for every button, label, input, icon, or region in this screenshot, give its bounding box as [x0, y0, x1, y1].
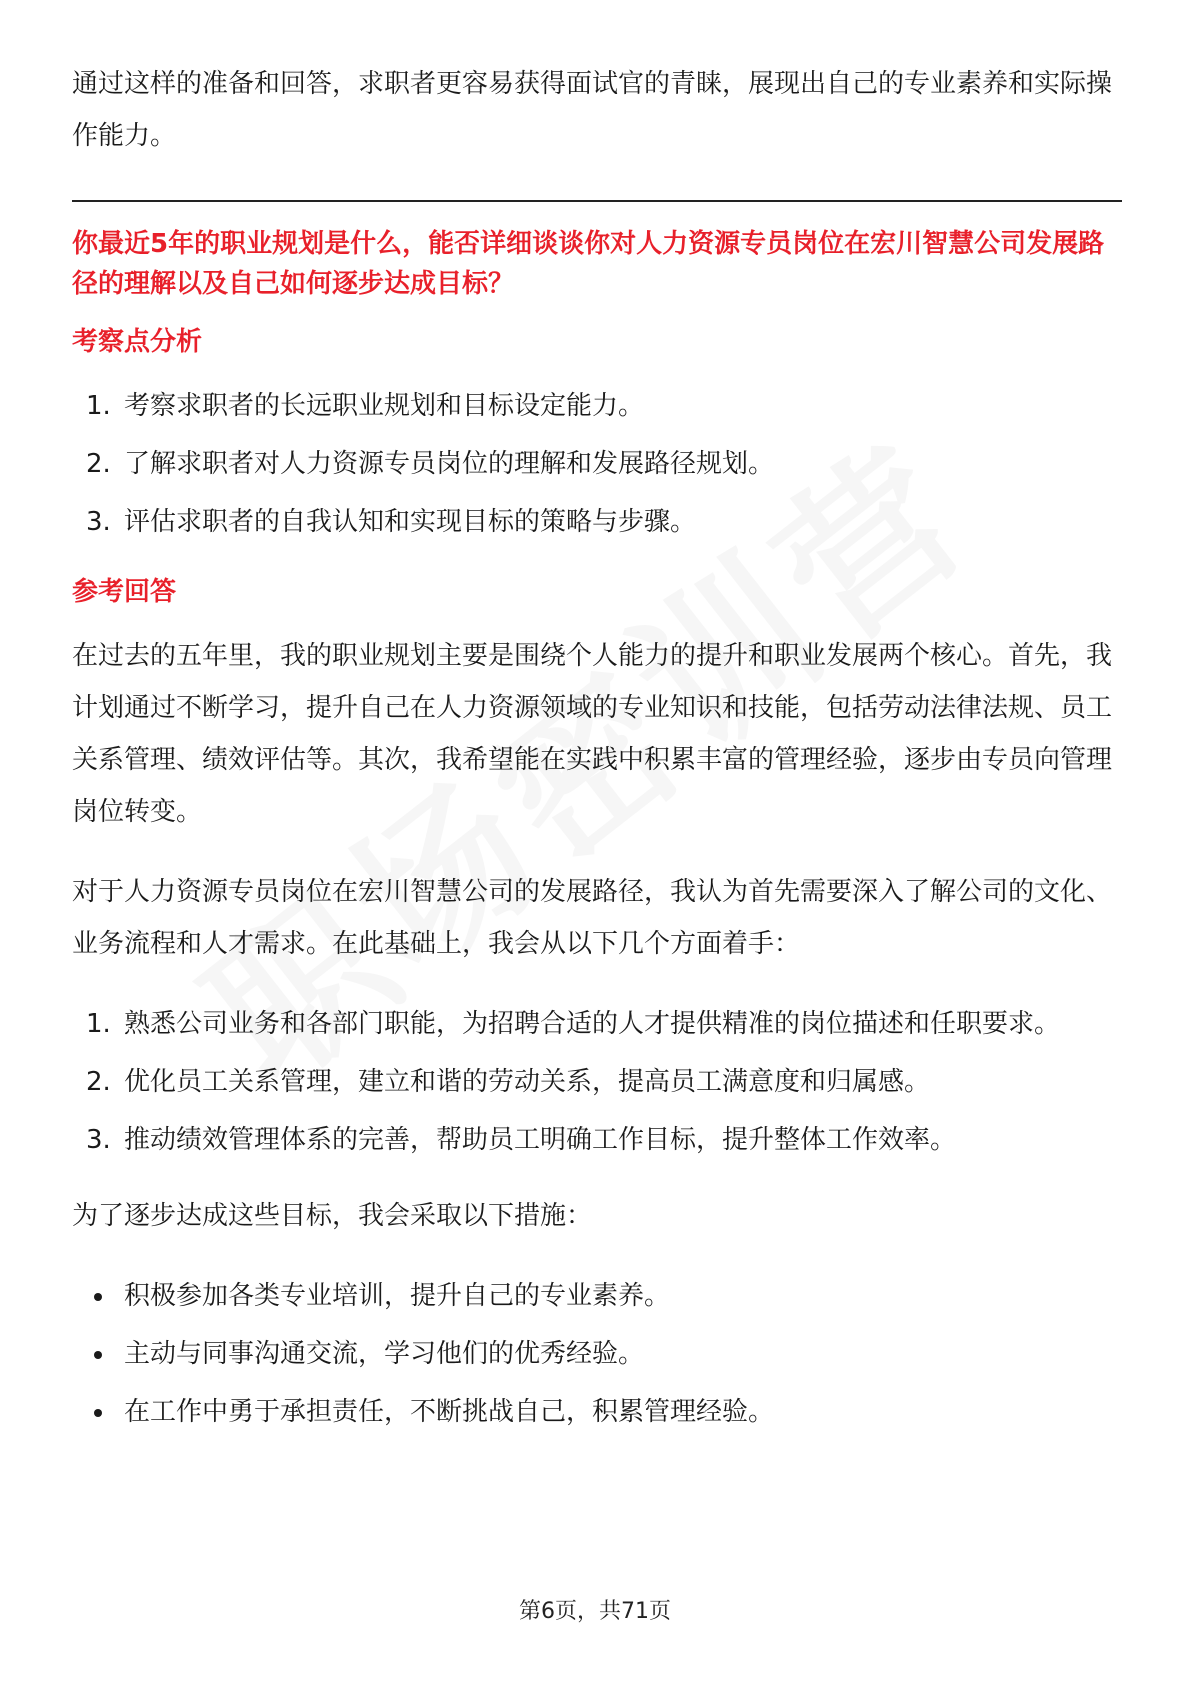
- path-list: [72, 998, 1122, 1166]
- question-heading: 你最近5年的职业规划是什么，能否详细谈谈你对人力资源专员岗位在宏川智慧公司发展路径的理解以及自己如何逐步达成目标？: [72, 229, 1105, 299]
- list-number: 1.: [86, 391, 111, 421]
- list-item: 3. 推动绩效管理体系的完善，帮助员工明确工作目标，提升整体工作效率。: [72, 1114, 1122, 1166]
- list-item: 在工作中勇于承担责任，不断挑战自己，积累管理经验。: [72, 1386, 1122, 1438]
- list-number: 3.: [86, 1125, 111, 1155]
- page-content: [72, 58, 1122, 1462]
- answer-paragraph-1: 在过去的五年里，我的职业规划主要是围绕个人能力的提升和职业发展两个核心。首先，我计划通过不断学习，提升自己在人力资源领域的专业知识和技能，包括劳动法律法规、员工关系管理、绩效评估等。其次，我希望能在实践中积累丰富的管理经验，逐步由专员向管理岗位转变。: [72, 641, 1113, 827]
- list-item: 主动与同事沟通交流，学习他们的优秀经验。: [72, 1328, 1122, 1380]
- list-item: 积极参加各类专业培训，提升自己的专业素养。: [72, 1270, 1122, 1322]
- analysis-heading: 考察点分析: [72, 327, 203, 357]
- list-number: 2.: [86, 449, 111, 479]
- list-item: 1. 考察求职者的长远职业规划和目标设定能力。: [72, 380, 1122, 432]
- list-number: 3.: [86, 507, 111, 537]
- list-item: 3. 评估求职者的自我认知和实现目标的策略与步骤。: [72, 496, 1122, 548]
- list-number: 1.: [86, 1009, 111, 1039]
- list-number: 2.: [86, 1067, 111, 1097]
- answer-paragraph-3: 为了逐步达成这些目标，我会采取以下措施：: [72, 1201, 593, 1231]
- answer-paragraph-2: 对于人力资源专员岗位在宏川智慧公司的发展路径，我认为首先需要深入了解公司的文化、业务流程和人才需求。在此基础上，我会从以下几个方面着手：: [72, 877, 1113, 959]
- list-item: 2. 了解求职者对人力资源专员岗位的理解和发展路径规划。: [72, 438, 1122, 490]
- answer-heading: 参考回答: [72, 577, 177, 607]
- intro-paragraph: 通过这样的准备和回答，求职者更容易获得面试官的青睐，展现出自己的专业素养和实际操作能力。: [72, 69, 1113, 151]
- bullet-icon: [94, 1351, 102, 1359]
- bullet-icon: [94, 1293, 102, 1301]
- measure-list: [72, 1270, 1122, 1438]
- bullet-icon: [94, 1409, 102, 1417]
- list-item: 2. 优化员工关系管理，建立和谐的劳动关系，提高员工满意度和归属感。: [72, 1056, 1122, 1108]
- analysis-list: [72, 380, 1122, 548]
- list-item: 1. 熟悉公司业务和各部门职能，为招聘合适的人才提供精准的岗位描述和任职要求。: [72, 998, 1122, 1050]
- page-footer: 第6页，共71页: [519, 1599, 671, 1624]
- section-divider: [72, 200, 1122, 202]
